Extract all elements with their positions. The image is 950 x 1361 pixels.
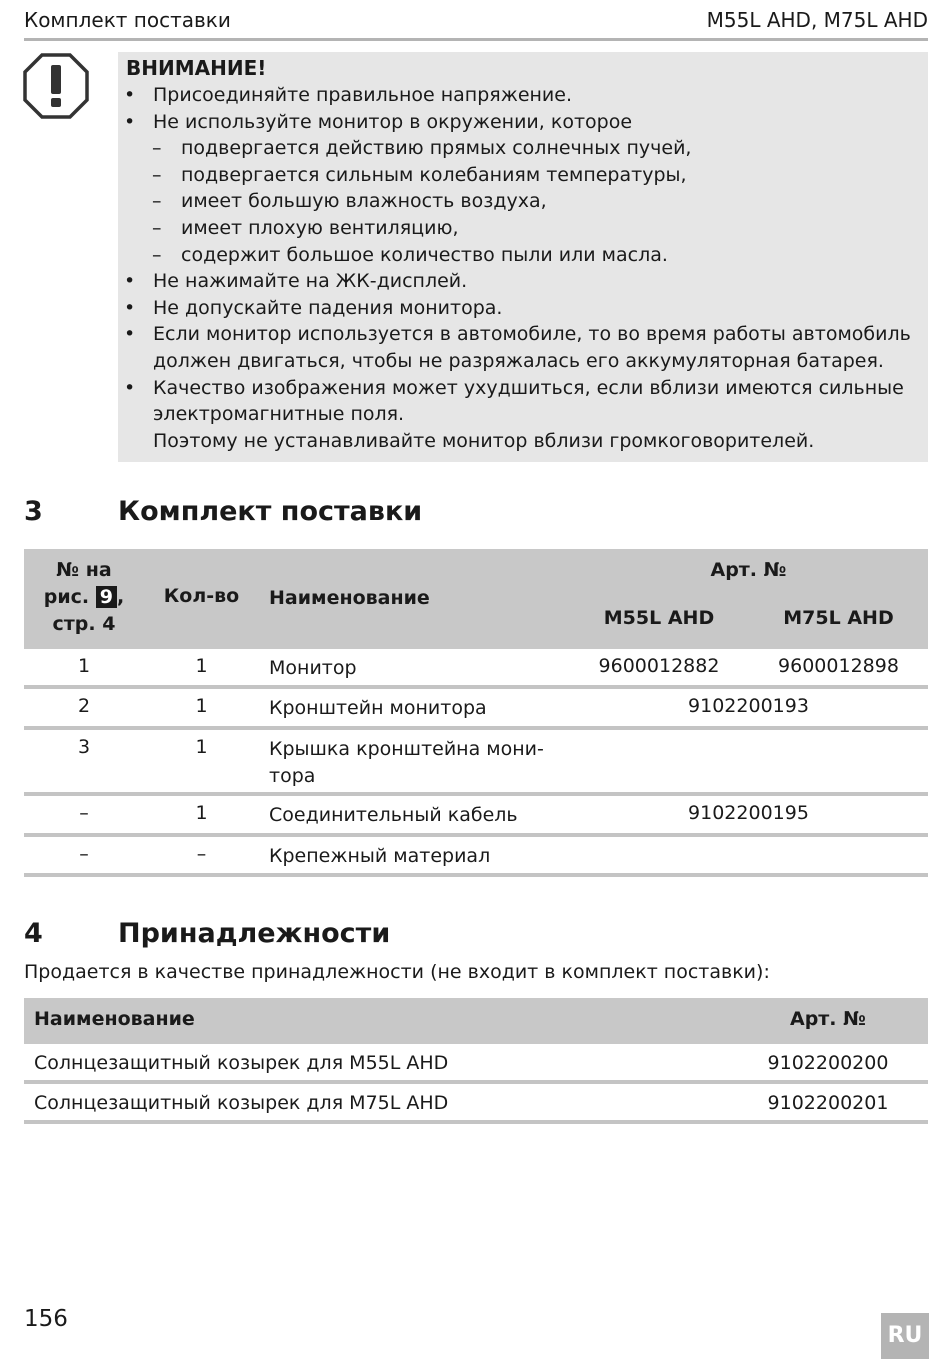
table-row: Солнцезащитный козырек для M75L AHD 9102200201 [24,1084,928,1124]
list-marker: • [124,84,136,106]
list-marker: – [152,216,162,239]
warning-item [118,268,928,295]
section-3-title: Комплект поставки [118,496,423,527]
list-text: подвергается сильным колебаниям температуры, [181,163,687,186]
list-text: имеет плохую вентиляцию, [181,216,459,239]
list-marker: • [124,376,136,399]
list-marker: • [124,323,136,346]
list-marker: • [124,296,136,319]
table-row: 2 1 Кронштейн монитора 9102200193 [24,689,928,730]
list-text: должен двигаться, чтобы не разряжалась его аккумуляторная батарея. [153,349,884,372]
warning-subitem [118,188,928,215]
col-m55-header: M55L AHD [603,607,715,629]
list-text: Если монитор используется в автомобиле, то во время работы автомобиль [153,323,911,346]
list-text: электромагнитные поля. [153,403,405,426]
warning-subitem [118,215,928,242]
warning-item [118,295,928,322]
list-text: Поэтому не устанавливайте монитор вблизи громкоговорителей. [153,429,815,452]
list-text: Не используйте монитор в окружении, которое [153,110,633,133]
table-row: Солнцезащитный козырек для M55L AHD 9102200200 [24,1044,928,1084]
figure-ref-badge: 9 [96,586,117,608]
table-row: 1 1 Монитор 9600012882 9600012898 [24,649,928,689]
section-4-number: 4 [24,918,43,949]
list-text: подвергается действию прямых солнечных пучей, [181,137,692,160]
running-header [24,6,928,36]
header-rule [24,38,928,41]
page-number: 156 [24,1306,68,1332]
col-fig-header: № на рис. 9 , стр. 4 [43,559,125,635]
col-m75-header: M75L AHD [783,607,894,629]
section-3-number: 3 [24,496,43,527]
section-4-title: Принадлежности [118,918,391,949]
list-marker: • [124,110,136,133]
accessories-table [24,998,928,1124]
delivery-table-header [24,549,928,649]
col-qty-header: Кол-во [163,585,240,607]
header-section: Комплект поставки [24,8,231,32]
warning-item [118,375,928,402]
accessories-table-header [24,998,928,1044]
warning-item [118,348,928,375]
warning-box [118,52,928,462]
warning-item [118,82,928,109]
warning-icon [22,52,90,120]
table-row: 3 1 Крышка кронштейна мони- тора [24,730,928,796]
warning-subitem [118,162,928,189]
warning-subitem [118,135,928,162]
list-text: содержит большое количество пыли или масла. [181,243,668,266]
list-text: Качество изображения может ухудшиться, если вблизи имеются сильные [153,376,904,399]
col-art-header: Арт. № [789,1008,866,1030]
table-row: – – Крепежный материал [24,837,928,877]
delivery-table [24,549,928,877]
language-badge: RU [881,1313,929,1359]
header-models: M55L AHD, M75L AHD [706,8,928,32]
accessories-intro: Продается в качестве принадлежности (не входит в комплект поставки): [24,961,770,983]
list-marker: – [152,190,162,213]
warning-list [118,82,928,454]
col-name-header: Наименование [269,587,430,609]
warning-item [118,321,928,348]
warning-subitem [118,242,928,269]
list-text: Присоединяйте правильное напряжение. [153,84,573,106]
list-marker: – [152,243,162,266]
col-art-header: Арт. № [710,559,787,581]
list-text: Не нажимайте на ЖК-дисплей. [153,270,468,293]
list-marker: – [152,163,162,186]
col-name-header: Наименование [34,1008,195,1030]
warning-item [118,109,928,136]
list-text: имеет большую влажность воздуха, [181,190,547,213]
warning-item [118,428,928,455]
warning-title: ВНИМАНИЕ! [126,56,267,80]
table-row: – 1 Соединительный кабель 9102200195 [24,796,928,837]
warning-item [118,401,928,428]
list-marker: – [152,137,162,160]
list-marker: • [124,270,136,293]
list-text: Не допускайте падения монитора. [153,296,503,319]
